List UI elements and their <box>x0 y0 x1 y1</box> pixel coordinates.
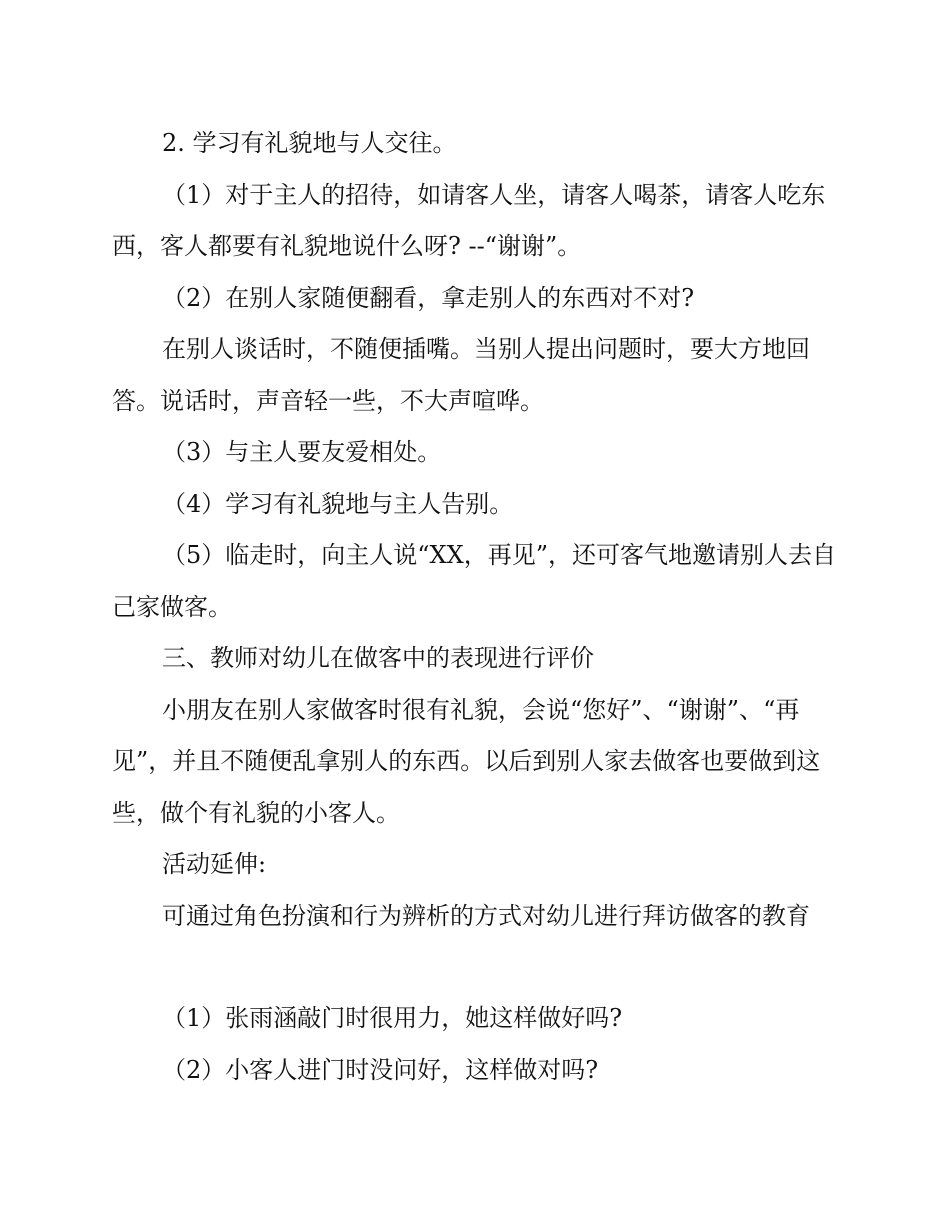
paragraph-evaluation-text: 小朋友在别人家做客时很有礼貌，会说“您好”、“谢谢”、“再见”，并且不随便乱拿别人的东西。以后到别人家去做客也要做到这些，做个有礼貌的小客人。 <box>112 695 821 827</box>
section-heading-evaluation: 三、教师对幼儿在做客中的表现进行评价 <box>162 644 594 672</box>
section-heading-extension: 活动延伸: <box>162 850 267 878</box>
paragraph-no-interrupting: 在别人谈话时，不随便插嘴。当别人提出问题时，要大方地回答。说话时，声音轻一些，不大声喧哗。 <box>112 335 810 415</box>
paragraph-friendly-host: （3）与主人要友爱相处。 <box>162 438 442 466</box>
document-page <box>112 118 838 1096</box>
paragraph-question-greeting: （2）小客人进门时没问好，这样做对吗? <box>162 1055 599 1084</box>
paragraph-farewell: （4）学习有礼貌地与主人告别。 <box>162 489 514 518</box>
paragraph-question-knocking: （1）张雨涵敲门时很用力，她这样做好吗? <box>162 1004 623 1032</box>
paragraph-browsing-question: （2）在别人家随便翻看，拿走别人的东西对不对? <box>162 283 695 312</box>
paragraph-say-goodbye: （5）临走时，向主人说“XX，再见”，还可客气地邀请别人去自己家做客。 <box>112 541 836 621</box>
paragraph-host-hospitality: （1）对于主人的招待，如请客人坐，请客人喝茶，请客人吃东西，客人都要有礼貌地说什么呀? --“谢谢”。 <box>112 180 826 260</box>
section-heading-manners: 2. 学习有礼貌地与人交往。 <box>162 129 457 157</box>
paragraph-extension-text: 可通过角色扮演和行为辨析的方式对幼儿进行拜访做客的教育 <box>162 901 810 930</box>
